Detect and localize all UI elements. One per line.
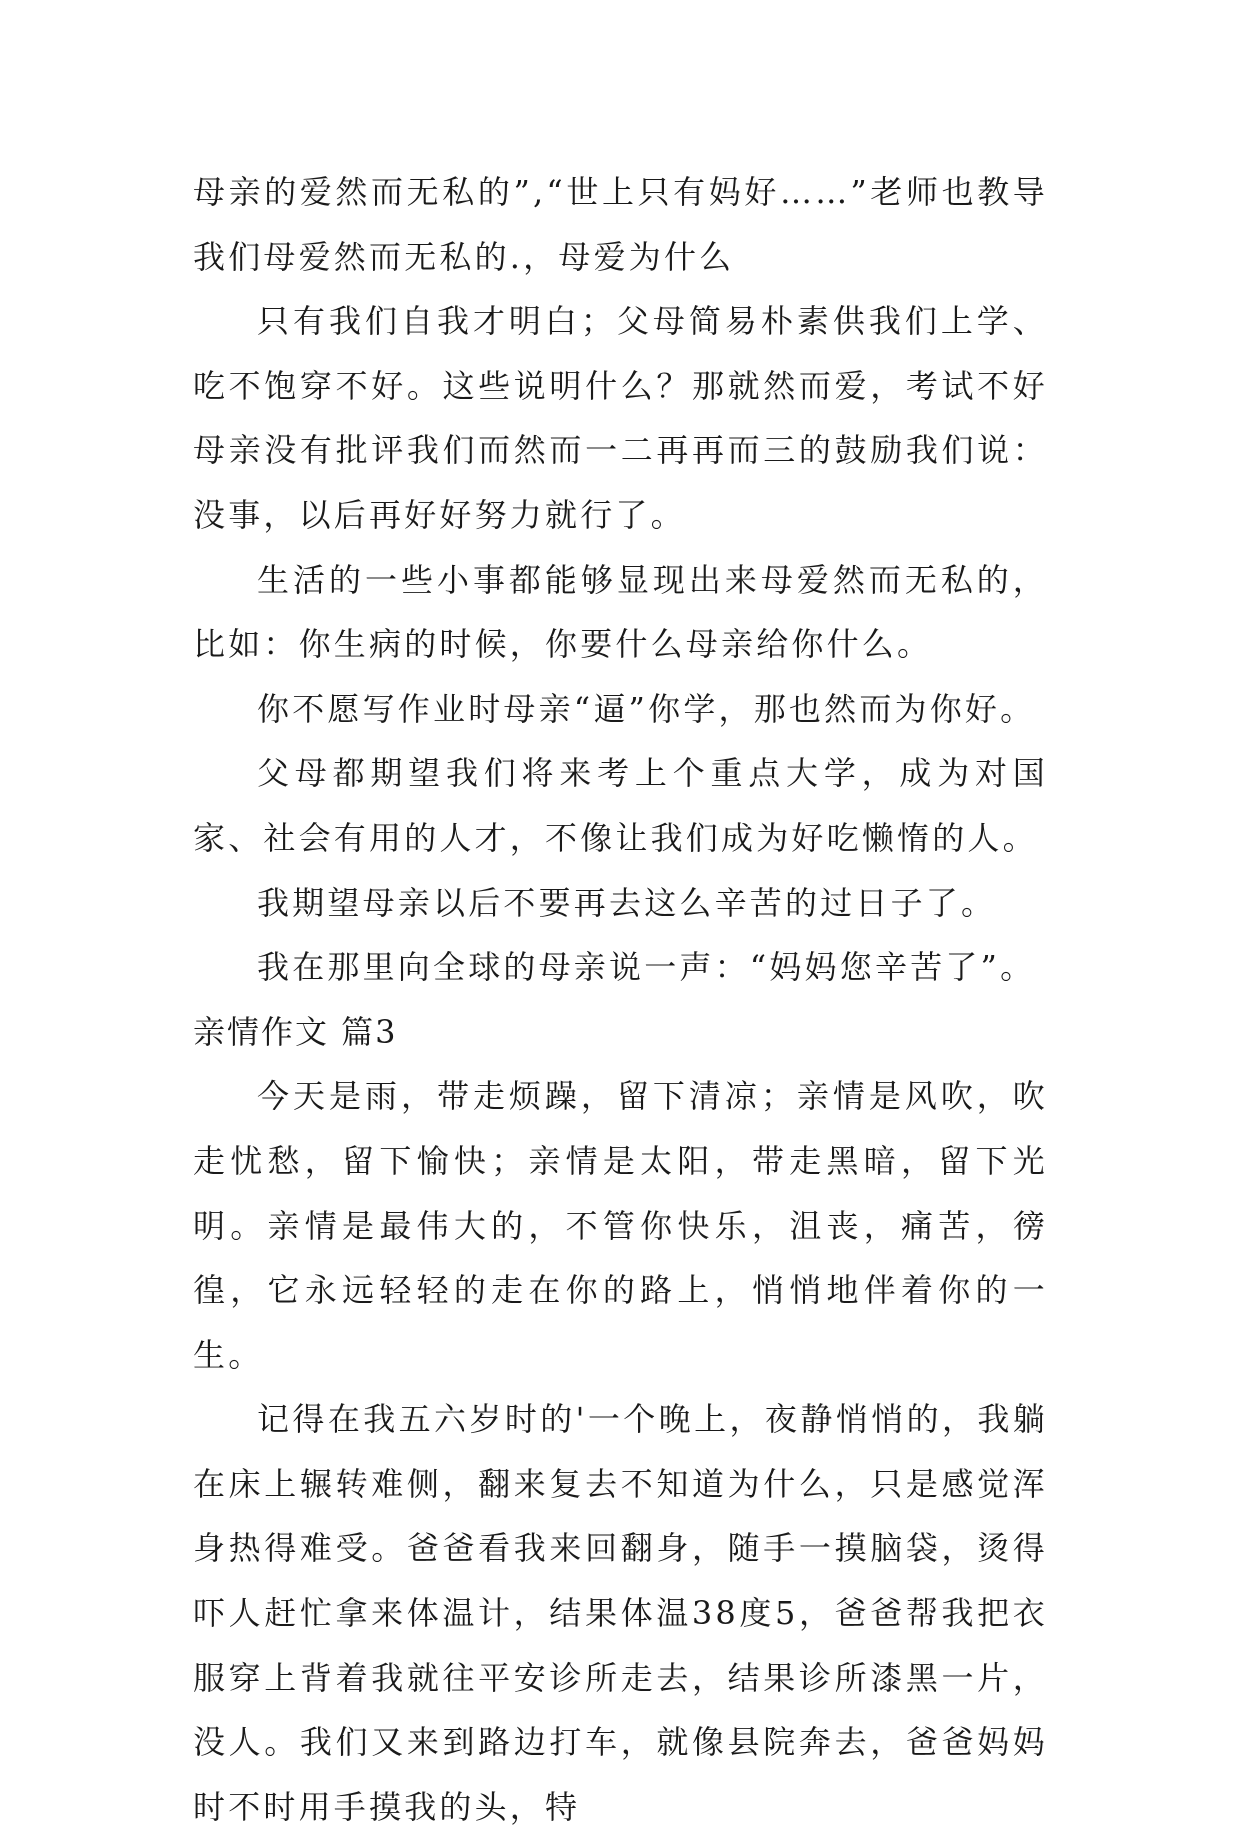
paragraph: 生活的一些小事都能够显现出来母爱然而无私的，比如：你生病的时候，你要什么母亲给你什么。	[193, 560, 1048, 664]
paragraph: 今天是雨，带走烦躁，留下清凉；亲情是风吹，吹走忧愁，留下愉快；亲情是太阳，带走黑暗，留下光明。亲情是最伟大的，不管你快乐，沮丧，痛苦，徬徨，它永远轻轻的走在你的路上，悄悄地伴着你的一生。	[193, 1077, 1048, 1374]
paragraph: 我期望母亲以后不要再去这么辛苦的过日子了。	[257, 883, 997, 922]
paragraph: 你不愿写作业时母亲“逼”你学，那也然而为你好。	[257, 689, 1036, 728]
paragraph: 母亲的爱然而无私的”,“世上只有妈好……”老师也教导我们母爱然而无私的.，母爱为什么	[193, 173, 1048, 276]
document-page	[193, 160, 1048, 1839]
paragraph: 只有我们自我才明白；父母简易朴素供我们上学、吃不饱穿不好。这些说明什么？那就然而爱，考试不好母亲没有批评我们而然而一二再再而三的鼓励我们说：没事，以后再好好努力就行了。	[193, 302, 1048, 534]
section-heading: 亲情作文 篇3	[193, 1012, 398, 1051]
paragraph: 我在那里向全球的母亲说一声：“妈妈您辛苦了”。	[257, 948, 1036, 987]
paragraph: 记得在我五六岁时的'一个晚上，夜静悄悄的，我躺在床上辗转难侧，翻来复去不知道为什么，只是感觉浑身热得难受。爸爸看我来回翻身，随手一摸脑袋，烫得吓人赶忙拿来体温计，结果体温38度5，爸爸帮我把衣服穿上背着我就往平安诊所走去，结果诊所漆黑一片，没人。我们又来到路边打车，就像县院奔去，爸爸妈妈时不时用手摸我的头，特	[193, 1400, 1048, 1826]
paragraph: 父母都期望我们将来考上个重点大学，成为对国家、社会有用的人才，不像让我们成为好吃懒惰的人。	[193, 754, 1048, 857]
